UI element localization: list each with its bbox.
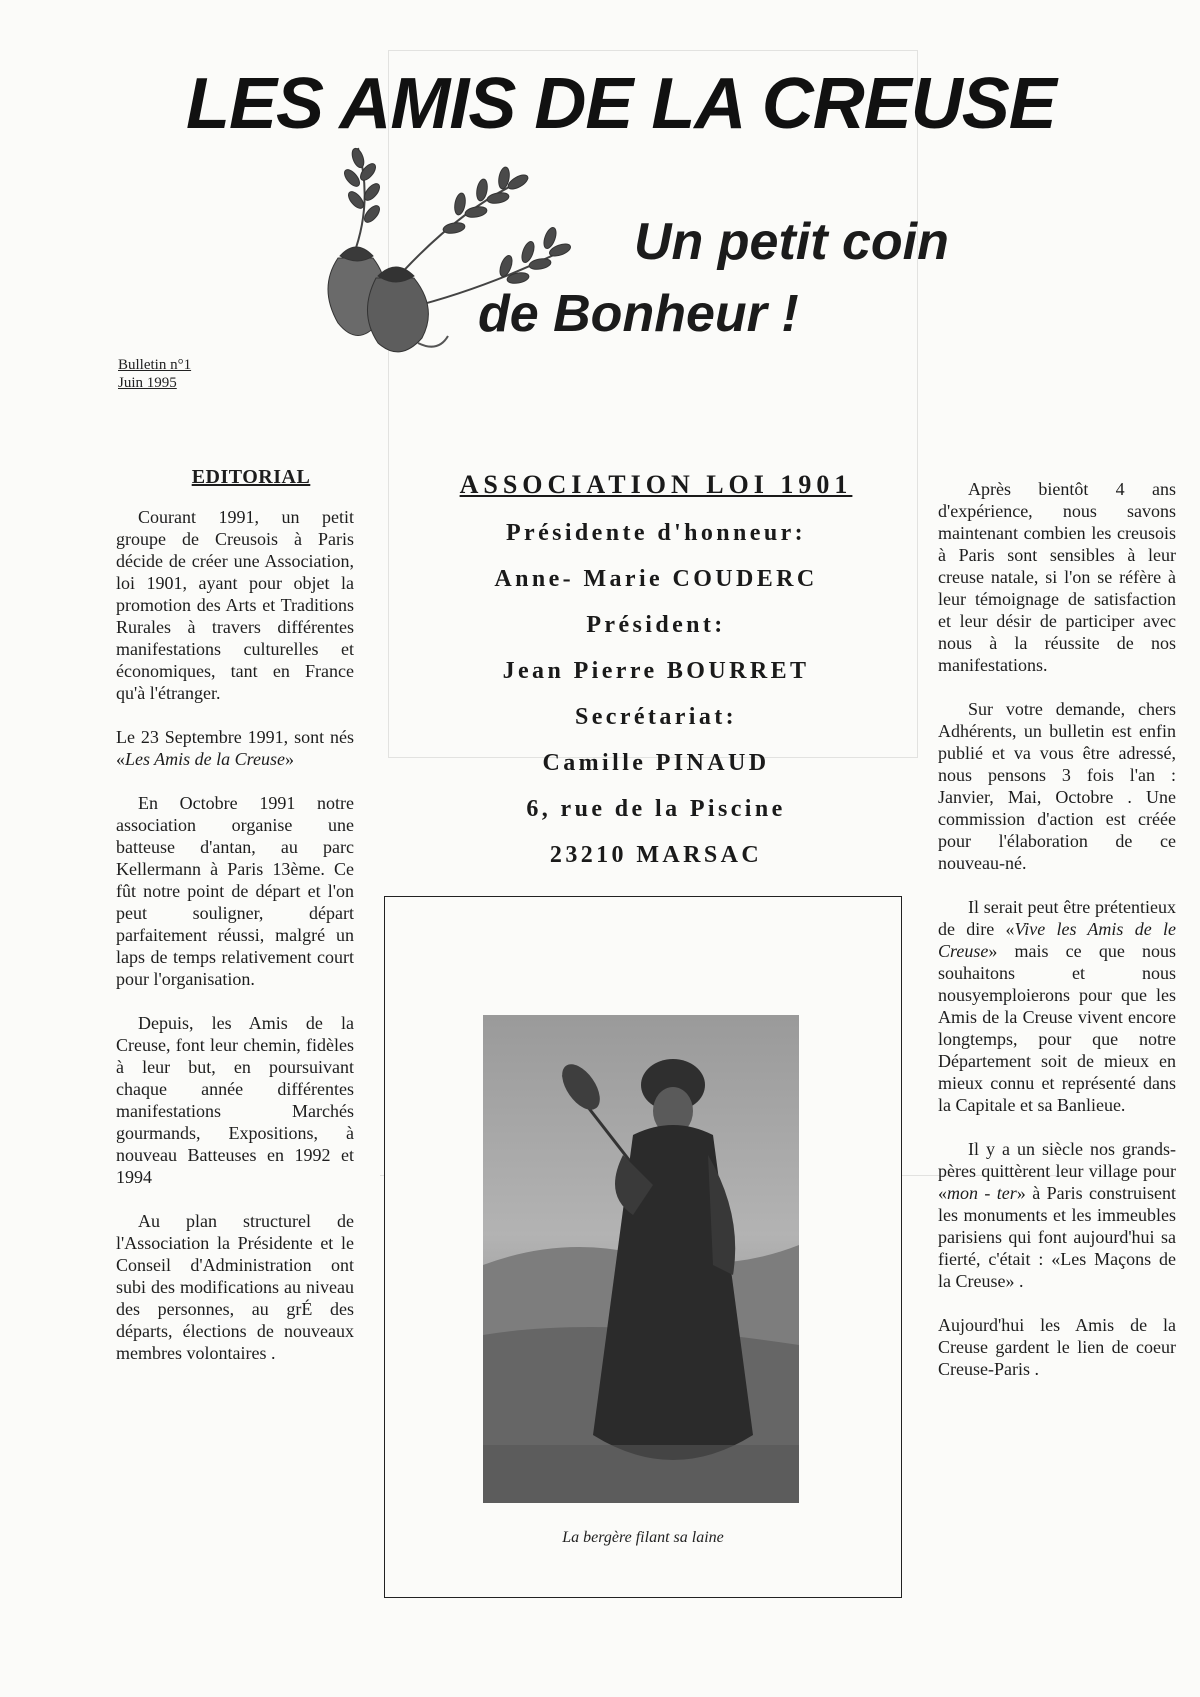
right-paragraph-3-prefix: Il serait peut être prétentieux de dire « bbox=[938, 897, 1176, 939]
photo-caption: La bergère filant sa laine bbox=[562, 1529, 724, 1546]
right-paragraph-4-suffix: » à Paris construisent les monuments et les immeubles parisiens qui font aujourd'hui sa fierté, c'était : «Les Maçons de la Creuse» . bbox=[938, 1183, 1176, 1291]
address-city: 23210 MARSAC bbox=[549, 842, 763, 868]
masthead-title: LES AMIS DE LA CREUSE bbox=[186, 64, 1056, 144]
secretariat-label: Secrétariat: bbox=[574, 704, 738, 730]
honorary-president-name: Anne- Marie COUDERC bbox=[494, 566, 818, 592]
shepherdess-photo bbox=[483, 1015, 799, 1503]
secretariat-name: Camille PINAUD bbox=[542, 750, 770, 776]
photo-frame bbox=[384, 896, 902, 1598]
right-paragraph-2: Sur votre demande, chers Adhérents, un bulletin est enfin publié et va vous être adressé, nous pensons 3 fois l'an : Janvier, Mai, Octobre . Une commission d'action est créée pour l'élaboration de ce nouveau-né. bbox=[938, 699, 1176, 873]
president-label: Président: bbox=[586, 612, 726, 638]
editorial-column bbox=[116, 466, 354, 1386]
right-paragraph-5: Aujourd'hui les Amis de la Creuse gardent le lien de coeur Creuse-Paris . bbox=[938, 1315, 1176, 1379]
editorial-paragraph-5: Au plan structurel de l'Association la Présidente et le Conseil d'Administration ont subi des modifications au niveau des personnes, au grÉ des départs, élections de nouveaux membres volontaires . bbox=[116, 1211, 354, 1363]
right-paragraph-4 bbox=[938, 1138, 1176, 1292]
honorary-president-label: Présidente d'honneur: bbox=[505, 520, 807, 546]
right-paragraph-4-italic: mon - ter bbox=[947, 1183, 1017, 1203]
association-block bbox=[406, 468, 906, 878]
right-paragraph-3-suffix: » mais ce que nous souhaitons et nous nousyemploierons pour que les Amis de la Creuse vivent encore longtemps, pour que notre Département soit de mieux en mieux connu et représenté dans la Capitale et sa Banlieue. bbox=[938, 941, 1176, 1115]
editorial-paragraph-4: Depuis, les Amis de la Creuse, font leur chemin, fidèles à leur but, en poursuivant chaque année différentes manifestations Marchés gourmands, Expositions, à nouveau Batteuses en 1992 et 1994 bbox=[116, 1013, 354, 1187]
editorial-paragraph-2-prefix: Le 23 Septembre 1991, sont nés « bbox=[116, 727, 354, 769]
subtitle-line-1: Un petit coin bbox=[634, 213, 949, 271]
editorial-paragraph-1: Courant 1991, un petit groupe de Creusois à Paris décide de créer une Association, loi 1901, ayant pour objet la promotion des Arts et Traditions Rurales à travers différentes manifestations culturelles et économiques, tant en France qu'à l'étranger. bbox=[116, 507, 354, 703]
association-heading: ASSOCIATION LOI 1901 bbox=[459, 470, 853, 499]
editorial-paragraph-2-suffix: » bbox=[285, 749, 294, 769]
editorial-paragraph-2 bbox=[116, 726, 354, 770]
president-name: Jean Pierre BOURRET bbox=[502, 658, 810, 684]
editorial-paragraph-3: En Octobre 1991 notre association organise une batteuse d'antan, au parc Kellermann à Paris 13ème. Ce fût notre point de départ et l'on peut souligner, départ parfaitement réussi, malgré un laps de temps relativement court pour l'organisation. bbox=[116, 793, 354, 989]
right-paragraph-3-italic: Vive les Amis de le Creuse bbox=[938, 919, 1176, 961]
subtitle-line-2: de Bonheur ! bbox=[478, 285, 799, 343]
bulletin-date: Juin 1995 bbox=[118, 375, 177, 391]
right-paragraph-3 bbox=[938, 896, 1176, 1116]
right-paragraph-1: Après bientôt 4 ans d'expérience, nous savons maintenant combien les creusois à Paris sont sensibles à leur creuse natale, si l'on se réfère à leur témoignage de satisfaction et leur désir de participer avec nous à la réussite de nos manifestations. bbox=[938, 479, 1176, 675]
editorial-paragraph-2-italic: Les Amis de la Creuse bbox=[125, 749, 285, 769]
bulletin-number: Bulletin n°1 bbox=[118, 357, 192, 373]
address-street: 6, rue de la Piscine bbox=[526, 796, 786, 822]
right-column bbox=[938, 478, 1176, 1402]
right-paragraph-4-prefix: Il y a un siècle nos grands-pères quittèrent leur village pour « bbox=[938, 1139, 1176, 1203]
editorial-heading: EDITORIAL bbox=[191, 466, 311, 488]
bulletin-info bbox=[118, 356, 191, 392]
